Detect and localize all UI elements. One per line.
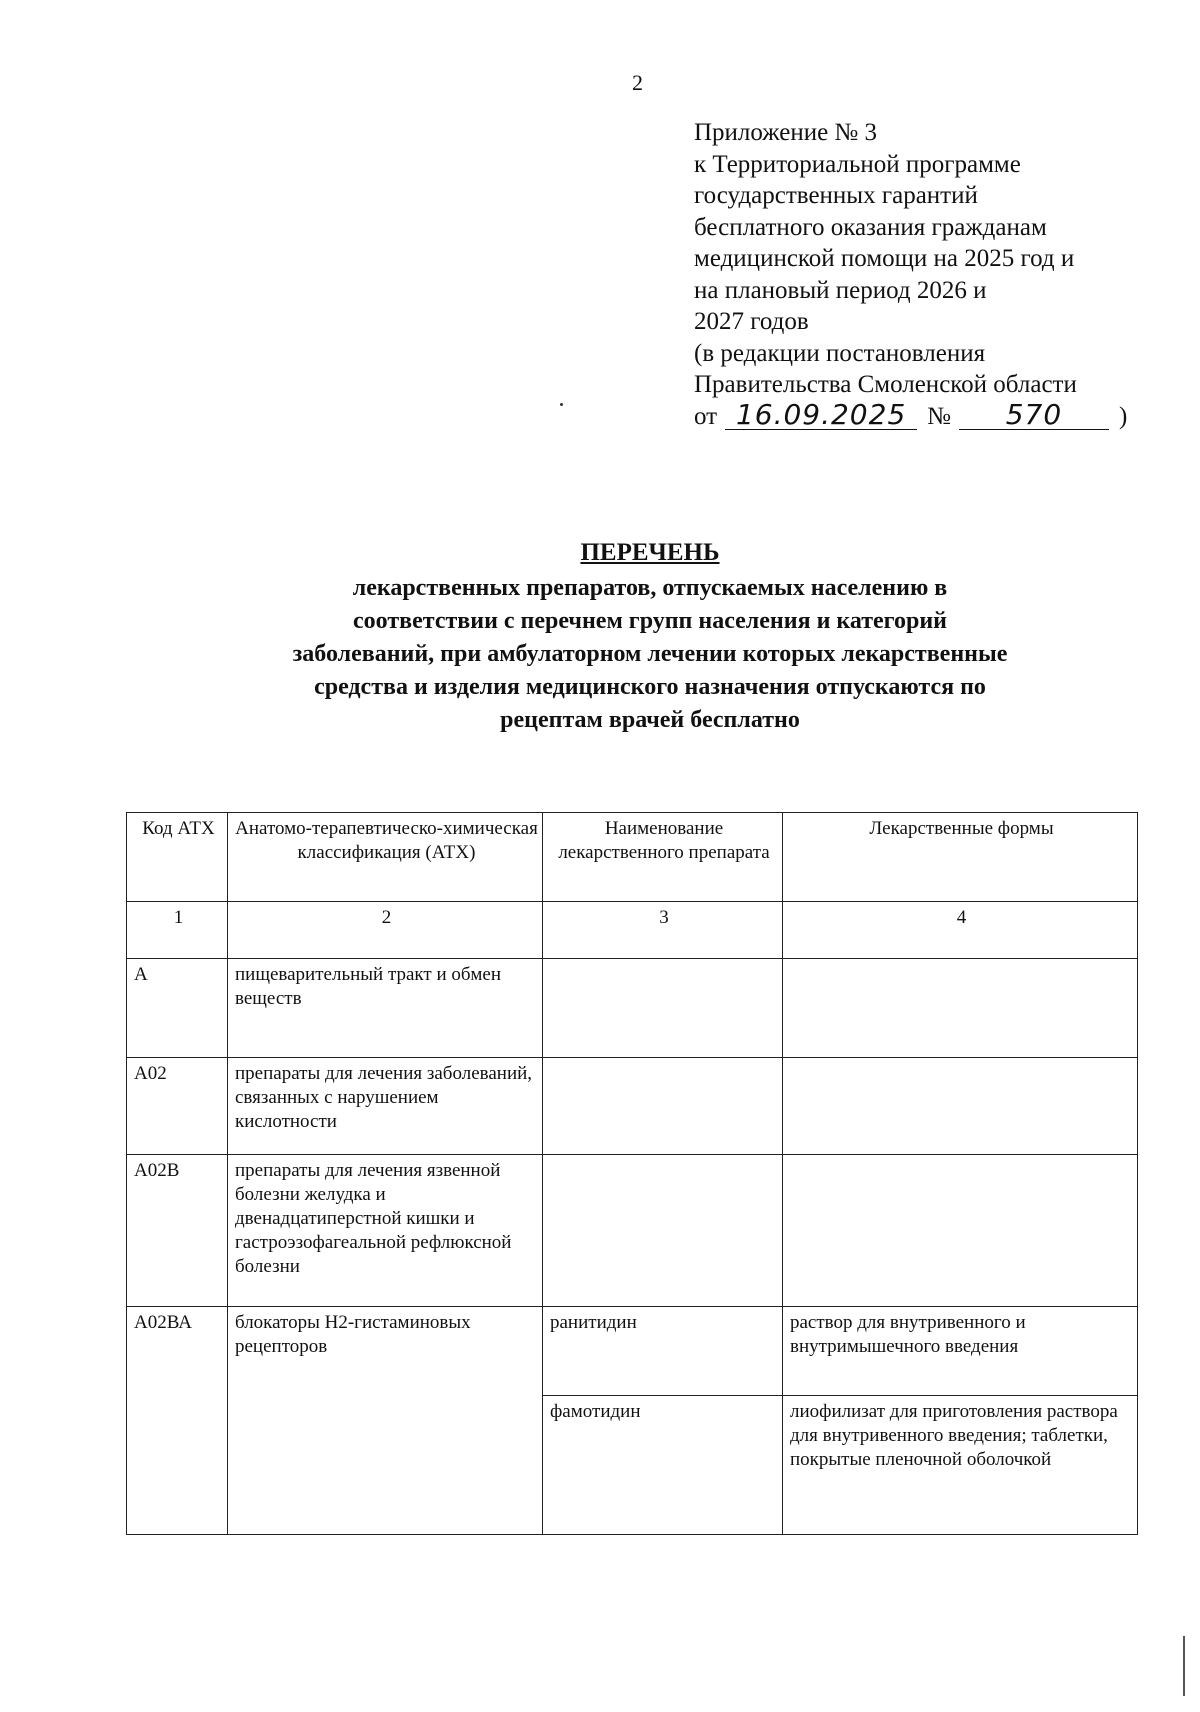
appendix-line: Приложение № 3 — [694, 119, 878, 146]
atx-code-cell: А02В — [127, 1155, 228, 1307]
header-cell-code: Код АТХ — [127, 813, 228, 902]
classification-cell: препараты для лечения заболеваний, связанных с нарушением кислотности — [228, 1058, 543, 1155]
dosage-form-cell — [783, 959, 1138, 1058]
scan-speck — [560, 403, 563, 406]
document-title: ПЕРЕЧЕНЬ — [580, 539, 720, 566]
drug-name-cell: фамотидин — [543, 1396, 783, 1535]
dosage-form-cell: раствор для внутривенного и внутримышечного введения — [783, 1307, 1138, 1396]
appendix-line: бесплатного оказания гражданам — [694, 213, 1047, 241]
header-cell-drug-name: Наименование лекарственного препарата — [543, 813, 783, 902]
table-row — [127, 1307, 1138, 1396]
page-number: 2 — [632, 70, 643, 95]
drug-name-cell — [543, 959, 783, 1058]
drug-name-cell — [543, 1155, 783, 1307]
column-number: 3 — [543, 902, 783, 959]
atx-code-cell: А02 — [127, 1058, 228, 1155]
atx-code-cell: А02ВА — [127, 1307, 228, 1535]
appendix-line: 2027 годов — [694, 308, 809, 335]
table-row — [127, 959, 1138, 1058]
dosage-form-cell — [783, 1155, 1138, 1307]
column-number: 1 — [127, 902, 228, 959]
atx-code-cell: А — [127, 959, 228, 1058]
document-title-block — [150, 536, 1150, 737]
column-number: 4 — [783, 902, 1138, 959]
column-number: 2 — [228, 902, 543, 959]
classification-cell: блокаторы Н2-гистаминовых рецепторов — [228, 1307, 543, 1535]
header-cell-forms: Лекарственные формы — [783, 813, 1138, 902]
dosage-form-cell: лиофилизат для приготовления раствора для внутривенного введения; таблетки, покрытые пленочной оболочкой — [783, 1396, 1138, 1535]
atx-table — [126, 812, 1138, 1535]
number-sign: № — [927, 402, 951, 430]
appendix-line: государственных гарантий — [694, 182, 978, 209]
handwritten-number: 570 — [959, 401, 1109, 430]
classification-cell: пищеварительный тракт и обмен веществ — [228, 959, 543, 1058]
appendix-block — [694, 117, 1164, 432]
dosage-form-cell — [783, 1058, 1138, 1155]
resolution-date-number-line — [694, 397, 1164, 433]
appendix-line: к Территориальной программе — [694, 150, 1021, 178]
close-paren: ) — [1118, 402, 1128, 430]
header-cell-classification: Анатомо-терапевтическо-химическая классификация (АТХ) — [228, 813, 543, 902]
table-header-row — [127, 813, 1138, 902]
table-row — [127, 1155, 1138, 1307]
document-subtitle: лекарственных препаратов, отпускаемых населению в соответствии с перечнем групп населения и категорий заболеваний, при амбулаторном лечении которых лекарственные средства и изделия медицинского назначения отпускаются по рецептам врачей бесплатно — [292, 575, 1008, 733]
appendix-line: (в редакции постановления — [694, 339, 986, 367]
table-row — [127, 1058, 1138, 1155]
column-number-row — [127, 902, 1138, 959]
scan-edge-mark — [1183, 1636, 1185, 1696]
drug-name-cell: ранитидин — [543, 1307, 783, 1396]
from-label: от — [694, 402, 718, 430]
handwritten-date: 16.09.2025 — [725, 401, 917, 430]
appendix-line: Правительства Смоленской области — [694, 371, 1077, 398]
drug-name-cell — [543, 1058, 783, 1155]
appendix-line: медицинской помощи на 2025 год и — [694, 245, 1075, 272]
classification-cell: препараты для лечения язвенной болезни желудка и двенадцатиперстной кишки и гастроэзофагеальной рефлюксной болезни — [228, 1155, 543, 1307]
appendix-line: на плановый период 2026 и — [694, 276, 987, 304]
